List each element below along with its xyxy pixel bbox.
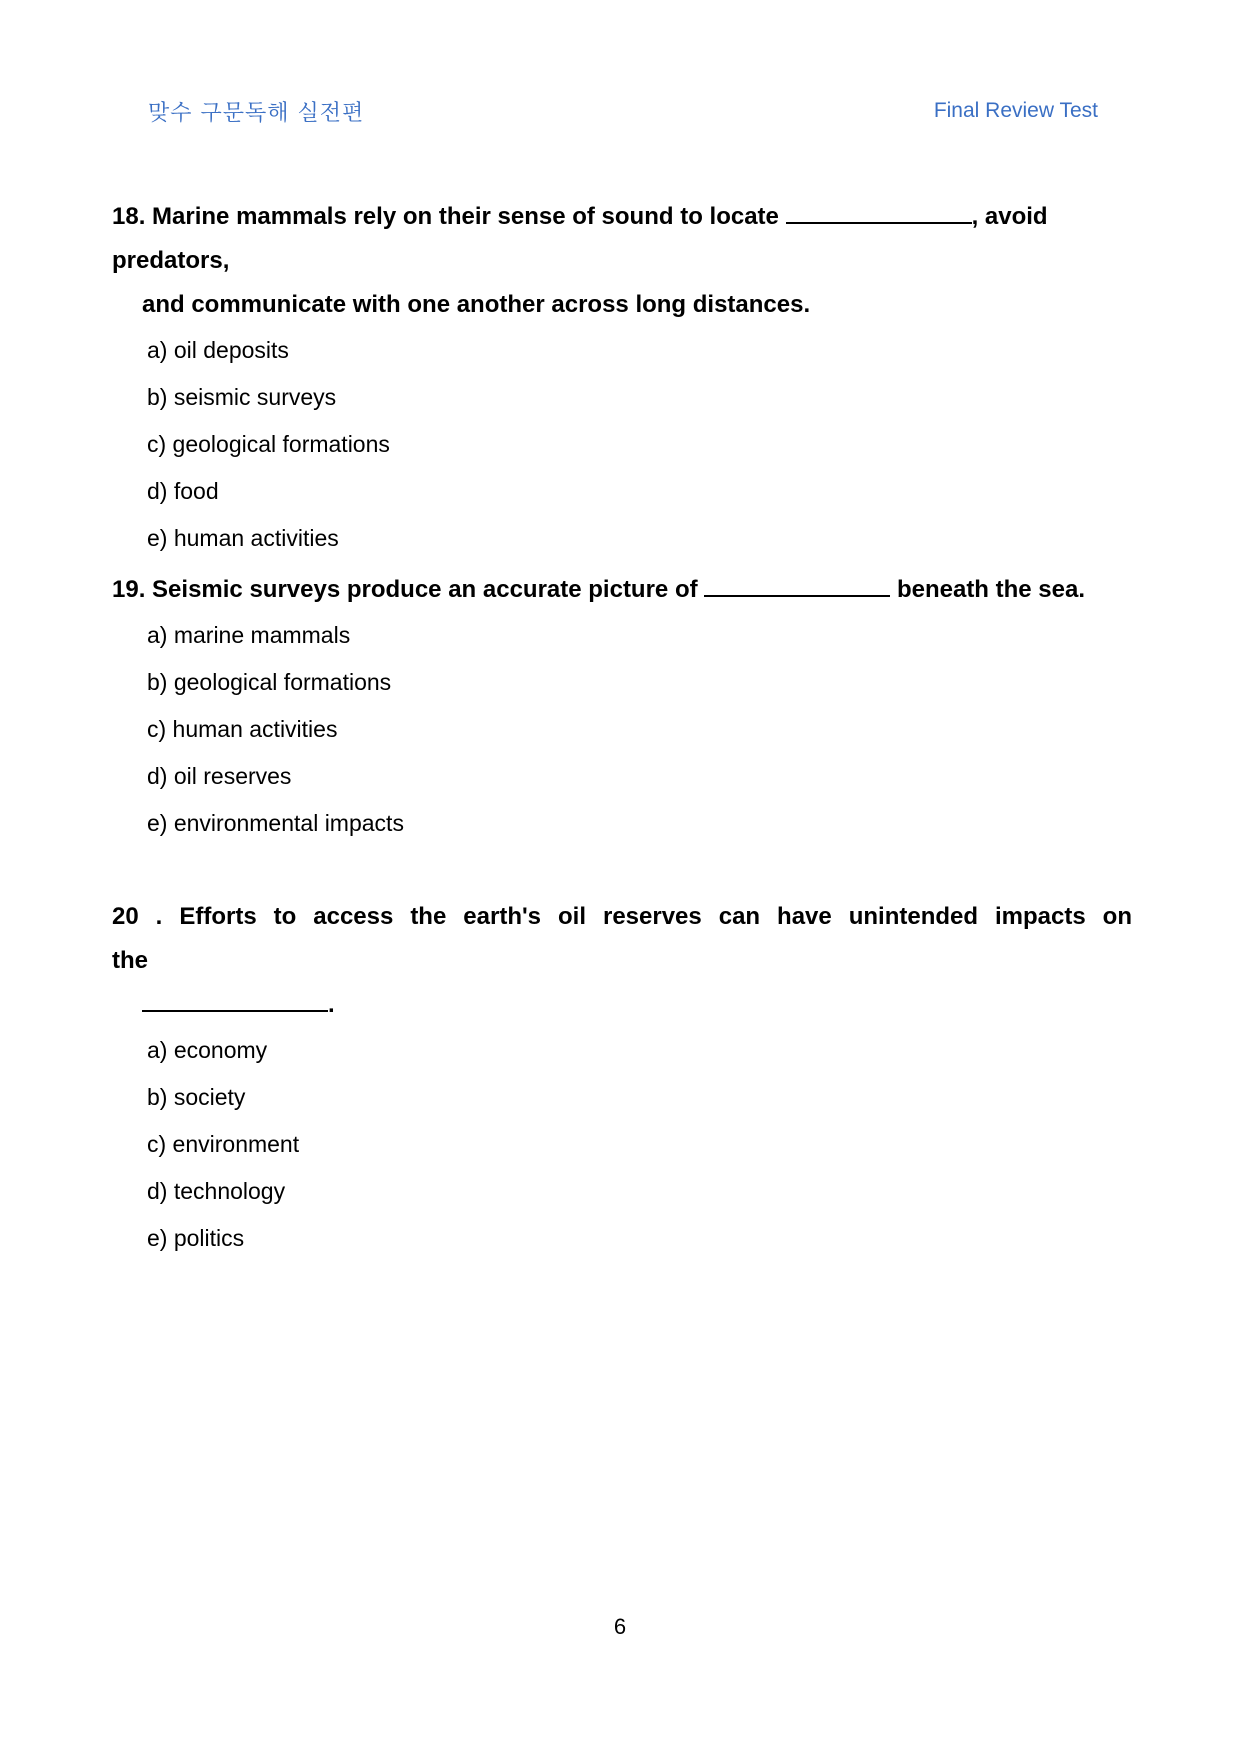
question-18 bbox=[112, 195, 1132, 562]
option-c: c) environment bbox=[147, 1131, 300, 1157]
option-e: e) politics bbox=[147, 1225, 245, 1251]
options-list bbox=[112, 1027, 1132, 1262]
question-text-before: Seismic surveys produce an accurate picture of bbox=[152, 576, 698, 603]
question-text-after: , avoid predators, bbox=[112, 203, 1048, 274]
page-number: 6 bbox=[613, 1614, 627, 1639]
option-c: c) geological formations bbox=[147, 431, 390, 457]
options-list bbox=[112, 327, 1132, 562]
option-e: e) environmental impacts bbox=[147, 810, 404, 836]
question-20-blank-line bbox=[112, 983, 1132, 1027]
answer-blank bbox=[786, 200, 972, 224]
question-text-before: Marine mammals rely on their sense of sound to locate bbox=[152, 203, 779, 230]
option-d: d) oil reserves bbox=[147, 763, 292, 789]
question-number: 20 . bbox=[112, 903, 163, 930]
option-d: d) technology bbox=[147, 1178, 286, 1204]
option-a: a) economy bbox=[147, 1037, 268, 1063]
question-text-before: Efforts to access the earth's oil reserves can have unintended impacts on the bbox=[112, 903, 1133, 974]
question-text-after: beneath the sea. bbox=[896, 576, 1086, 603]
question-text-after: . bbox=[328, 991, 335, 1018]
answer-blank bbox=[142, 988, 328, 1012]
header-book-title: 맞수 구문독해 실전편 bbox=[148, 101, 365, 126]
option-b: b) geological formations bbox=[147, 669, 392, 695]
option-b: b) society bbox=[147, 1084, 246, 1110]
option-a: a) marine mammals bbox=[147, 622, 351, 648]
answer-blank bbox=[704, 573, 890, 597]
question-20-stem bbox=[112, 895, 1132, 983]
options-list bbox=[112, 612, 1132, 847]
header-test-title: Final Review Test bbox=[933, 99, 1098, 122]
option-d: d) food bbox=[147, 478, 219, 504]
question-20 bbox=[112, 895, 1132, 1262]
question-18-stem bbox=[112, 195, 1132, 327]
option-e: e) human activities bbox=[147, 525, 339, 551]
question-text-continued: and communicate with one another across long distances. bbox=[142, 291, 811, 318]
option-a: a) oil deposits bbox=[147, 337, 289, 363]
question-19 bbox=[112, 568, 1132, 847]
question-number: 18. bbox=[112, 203, 146, 230]
question-number: 19. bbox=[112, 576, 146, 603]
question-19-stem bbox=[112, 568, 1132, 612]
option-c: c) human activities bbox=[147, 716, 338, 742]
option-b: b) seismic surveys bbox=[147, 384, 337, 410]
